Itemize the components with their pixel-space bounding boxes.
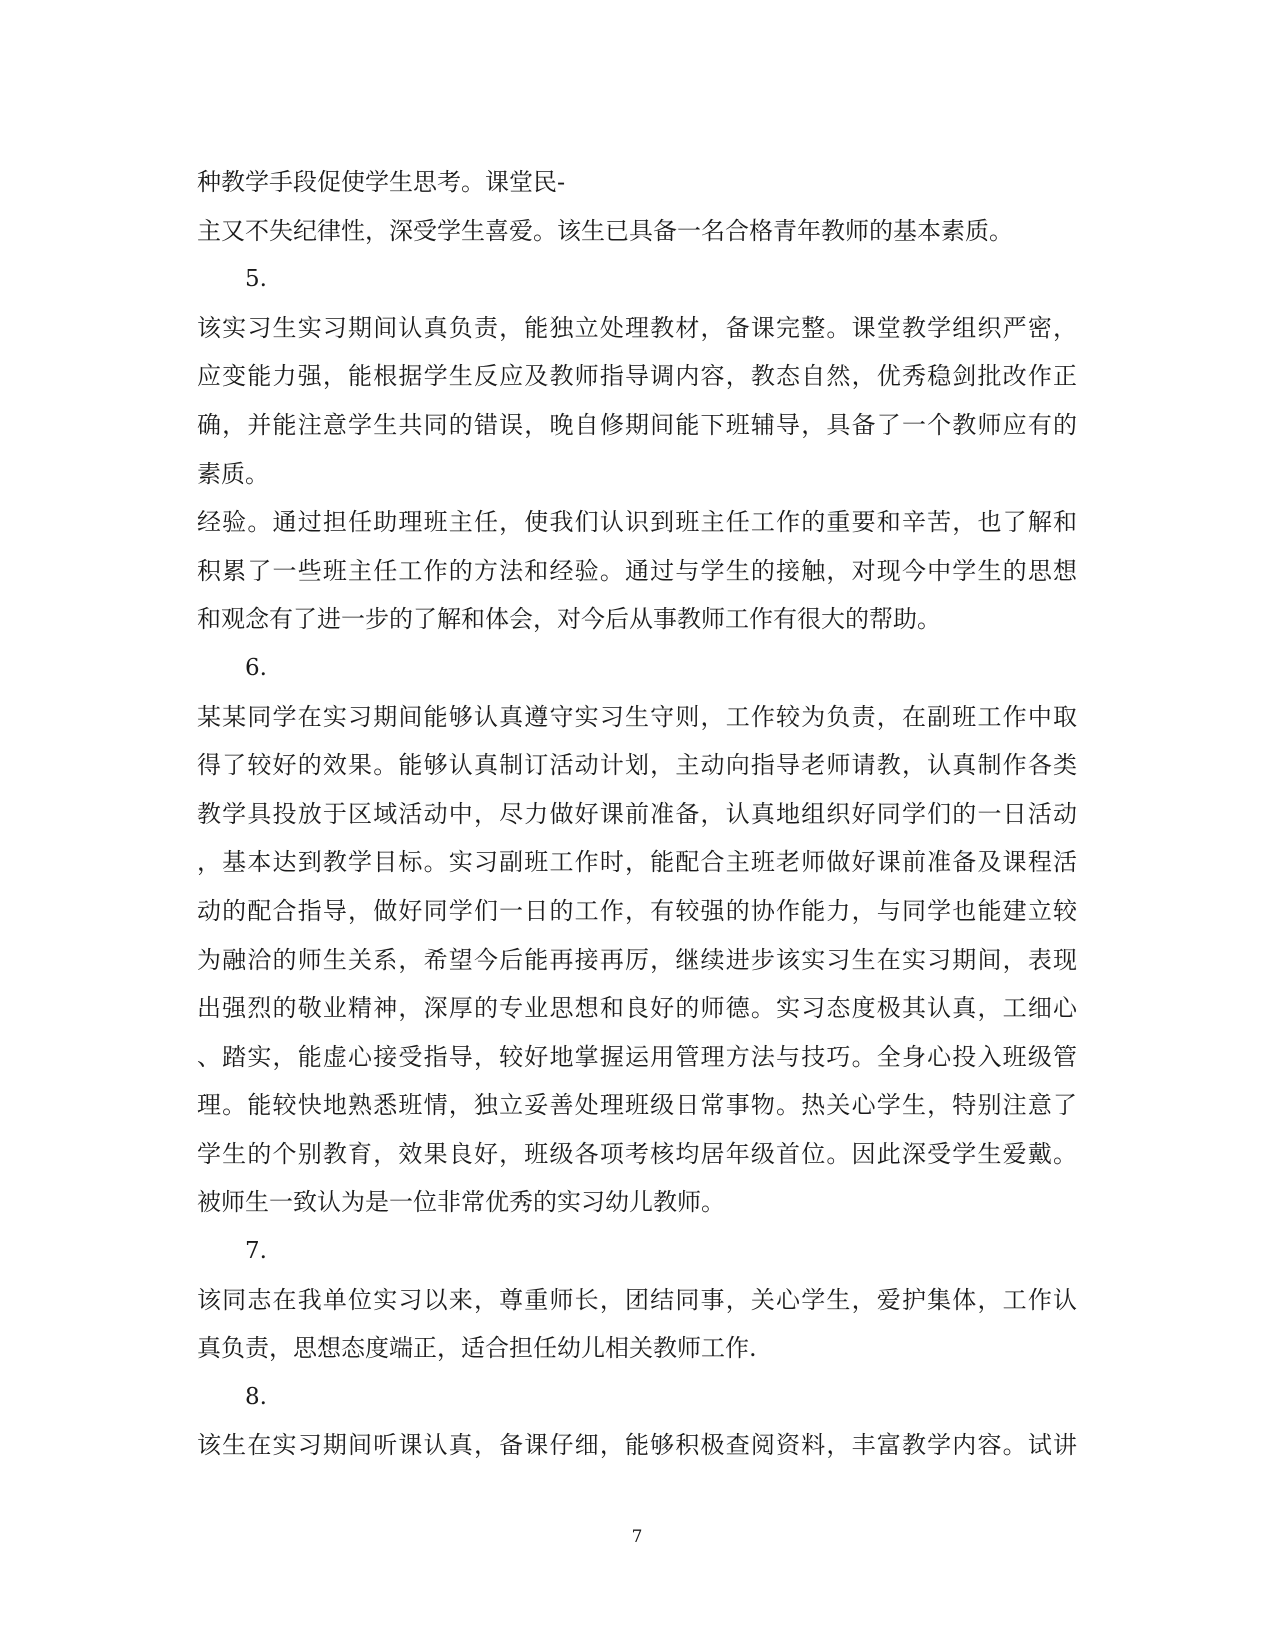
document-body [197, 158, 1077, 1470]
text-line: 动的配合指导，做好同学们一日的工作，有较强的协作能力，与同学也能建立较 [197, 896, 1077, 925]
text-line: 积累了一些班主任工作的方法和经验。通过与学生的接触，对现今中学生的思想 [197, 556, 1077, 585]
text-line: 真负责，思想态度端正，适合担任幼儿相关教师工作. [197, 1334, 757, 1363]
text-line: 、踏实，能虚心接受指导，较好地掌握运用管理方法与技巧。全身心投入班级管 [197, 1042, 1077, 1071]
text-line: 应变能力强，能根据学生反应及教师指导调内容，教态自然，优秀稳剑批改作正 [197, 362, 1077, 391]
text-line: 为融洽的师生关系，希望今后能再接再厉，继续进步该实习生在实习期间，表现 [197, 945, 1077, 974]
text-line: 种教学手段促使学生思考。课堂民- [197, 168, 566, 196]
item-number: 5. [245, 266, 267, 293]
text-line: 素质。 [197, 459, 269, 488]
text-line: 经验。通过担任助理班主任，使我们认识到班主任工作的重要和辛苦，也了解和 [197, 508, 1077, 537]
item-number: 7. [245, 1238, 267, 1265]
text-line: 和观念有了进一步的了解和体会，对今后从事教师工作有很大的帮助。 [197, 605, 941, 634]
text-line: ，基本达到教学目标。实习副班工作时，能配合主班老师做好课前准备及课程活 [197, 848, 1077, 877]
text-line: 出强烈的敬业精神，深厚的专业思想和良好的师德。实习态度极其认真，工细心 [197, 994, 1077, 1023]
text-line: 该同志在我单位实习以来，尊重师长，团结同事，关心学生，爱护集体，工作认 [197, 1285, 1077, 1314]
item-number: 8. [245, 1383, 267, 1410]
text-line: 被师生一致认为是一位非常优秀的实习幼儿教师。 [197, 1188, 725, 1217]
text-line: 确，并能注意学生共同的错误，晚自修期间能下班辅导，具备了一个教师应有的 [197, 410, 1077, 439]
page-number: 7 [631, 1527, 643, 1547]
item-number: 6. [245, 654, 267, 681]
text-line: 该生在实习期间听课认真，备课仔细，能够积极查阅资料，丰富教学内容。试讲 [197, 1431, 1077, 1460]
text-line: 该实习生实习期间认真负责，能独立处理教材，备课完整。课堂教学组织严密， [197, 313, 1077, 342]
text-line: 主又不失纪律性，深受学生喜爱。该生已具备一名合格青年教师的基本素质。 [197, 216, 1013, 245]
text-line: 学生的个别教育，效果良好，班级各项考核均居年级首位。因此深受学生爱戴。 [197, 1139, 1077, 1168]
text-line: 教学具投放于区域活动中，尽力做好课前准备，认真地组织好同学们的一日活动 [197, 799, 1077, 828]
text-line: 某某同学在实习期间能够认真遵守实习生守则，工作较为负责，在副班工作中取 [197, 702, 1077, 731]
text-line: 得了较好的效果。能够认真制订活动计划，主动向指导老师请教，认真制作各类 [197, 751, 1077, 780]
text-line: 理。能较快地熟悉班情，独立妥善处理班级日常事物。热关心学生，特别注意了 [197, 1091, 1077, 1120]
